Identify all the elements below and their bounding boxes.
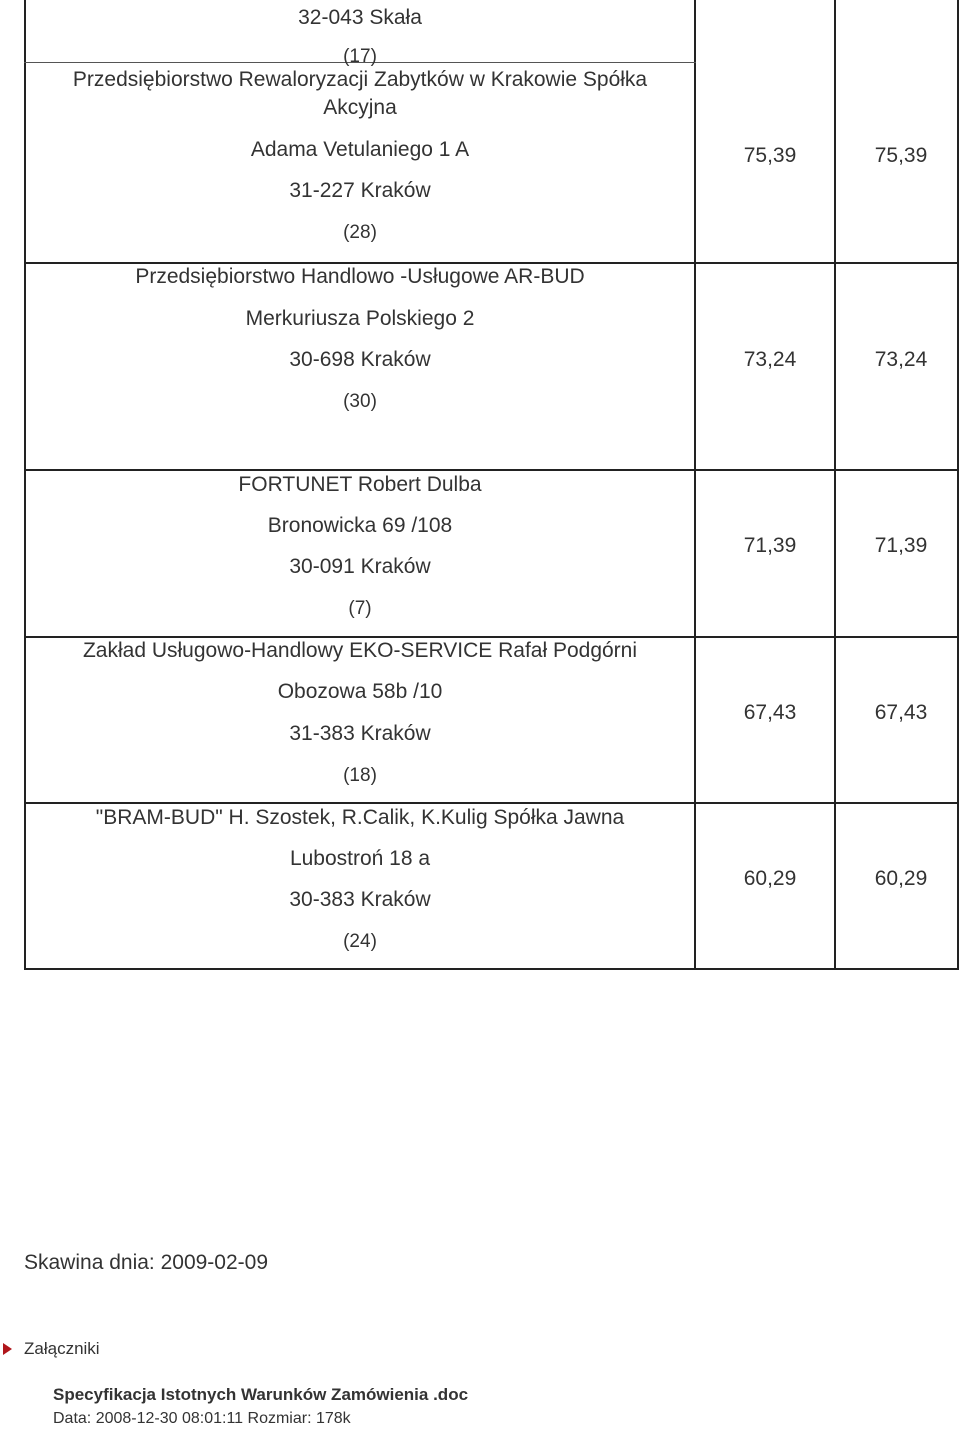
- offer-number: (28): [343, 222, 377, 243]
- offer-company-name: FORTUNET Robert Dulba: [238, 473, 482, 496]
- price-gross: 67,43: [874, 701, 928, 724]
- offer-number: (17): [343, 46, 377, 67]
- row-divider: [24, 469, 959, 471]
- price-net: 75,39: [743, 144, 797, 167]
- offer-address-line: 30-091 Kraków: [289, 555, 431, 578]
- row-divider: [24, 636, 959, 638]
- offer-address-line: Adama Vetulaniego 1 A: [250, 138, 470, 161]
- row-divider: [24, 802, 959, 804]
- attachment-file-link[interactable]: Specyfikacja Istotnych Warunków Zamówienia .doc: [53, 1385, 469, 1404]
- offer-company-name: Przedsiębiorstwo Handlowo -Usługowe AR-BUD: [135, 265, 585, 288]
- offer-address-line: Lubostroń 18 a: [289, 847, 431, 870]
- offer-address-line: 30-698 Kraków: [289, 348, 431, 371]
- attachments-header: [3, 1338, 100, 1360]
- row-divider: [24, 262, 959, 264]
- price-gross: 71,39: [874, 534, 928, 557]
- offer-company-name: Przedsiębiorstwo Rewaloryzacji Zabytków w Krakowie Spółka: [72, 68, 648, 91]
- table-border-left: [24, 0, 26, 970]
- document-date: Skawina dnia: 2009-02-09: [24, 1251, 269, 1274]
- table-border-col1: [694, 0, 696, 970]
- attachment-file-meta: Data: 2008-12-30 08:01:11 Rozmiar: 178k: [53, 1410, 351, 1427]
- offer-address-line: 32-043 Skała: [298, 6, 422, 29]
- price-gross: 75,39: [874, 144, 928, 167]
- offer-number: (24): [343, 931, 377, 952]
- price-gross: 73,24: [874, 348, 928, 371]
- offer-address-line: 30-383 Kraków: [289, 888, 431, 911]
- offer-number: (18): [343, 765, 377, 786]
- table-border-right: [957, 0, 959, 970]
- price-net: 67,43: [743, 701, 797, 724]
- offer-company-name: "BRAM-BUD" H. Szostek, R.Calik, K.Kulig Spółka Jawna: [95, 806, 625, 829]
- offer-address-line: Bronowicka 69 /108: [267, 514, 453, 537]
- table-border-bottom: [24, 968, 959, 970]
- bullet-arrow-icon: [3, 1343, 12, 1355]
- attachments-label: Załączniki: [24, 1339, 100, 1358]
- price-net: 71,39: [743, 534, 797, 557]
- offer-company-name: Zakład Usługowo-Handlowy EKO-SERVICE Rafał Podgórni: [82, 639, 638, 662]
- table-border-col2: [834, 0, 836, 970]
- offer-number: (7): [348, 598, 372, 619]
- price-gross: 60,29: [874, 867, 928, 890]
- offer-number: (30): [343, 391, 377, 412]
- offer-company-name-cont: Akcyjna: [323, 96, 397, 119]
- price-net: 73,24: [743, 348, 797, 371]
- price-net: 60,29: [743, 867, 797, 890]
- offer-address-line: 31-227 Kraków: [289, 179, 431, 202]
- offer-address-line: 31-383 Kraków: [289, 722, 431, 745]
- offer-address-line: Obozowa 58b /10: [277, 680, 443, 703]
- offer-address-line: Merkuriusza Polskiego 2: [245, 307, 475, 330]
